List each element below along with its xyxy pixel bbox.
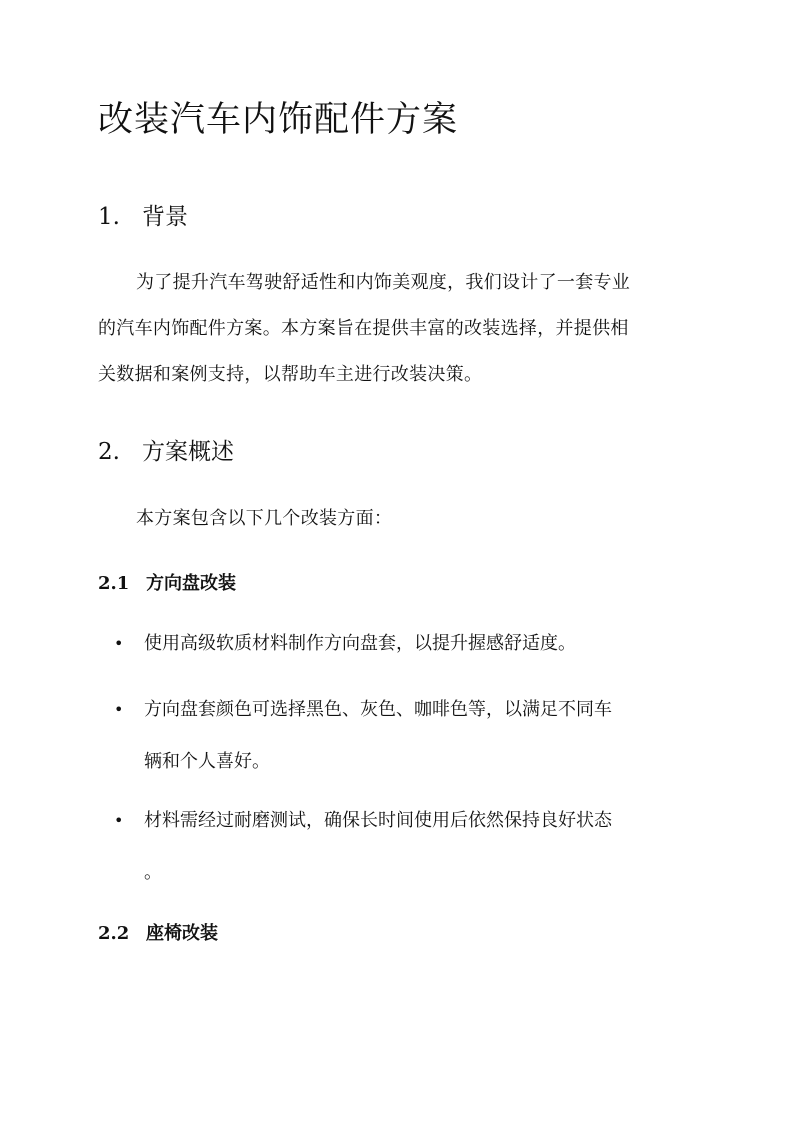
- section-1-heading: [98, 198, 188, 231]
- subsection-2-2-number: 2.2: [98, 923, 130, 944]
- section-2-number: 2.: [98, 439, 120, 465]
- list-item-text: 材料需经过耐磨测试，确保长时间使用后依然保持良好状态 。: [144, 810, 612, 883]
- section-1-number: 1.: [98, 204, 120, 230]
- section-1-title: 背景: [142, 204, 188, 230]
- subsection-2-1-heading: [98, 569, 236, 595]
- paragraph-line: 关数据和案例支持，以帮助车主进行改装决策。: [98, 364, 483, 385]
- subsection-2-1-number: 2.1: [98, 573, 130, 594]
- section-2-heading: [98, 433, 234, 466]
- paragraph-line: 为了提升汽车驾驶舒适性和内饰美观度，我们设计了一套专业: [136, 272, 631, 293]
- bullet-marker: •: [114, 634, 124, 653]
- document-title: 改装汽车内饰配件方案: [98, 100, 459, 140]
- section-2-title: 方案概述: [142, 439, 234, 465]
- list-item-text: 方向盘套颜色可选择黑色、灰色、咖啡色等，以满足不同车 辆和个人喜好。: [144, 699, 612, 772]
- subsection-2-2-title: 座椅改装: [146, 923, 218, 944]
- list-item-text: 使用高级软质材料制作方向盘套，以提升握感舒适度。: [144, 633, 576, 654]
- background-paragraph: [98, 260, 704, 398]
- subsection-2-2-heading: [98, 919, 218, 945]
- subsection-2-1-title: 方向盘改装: [146, 573, 236, 594]
- list-item: [114, 684, 694, 788]
- list-item: [114, 795, 694, 899]
- paragraph-line: 的汽车内饰配件方案。本方案旨在提供丰富的改装选择，并提供相: [98, 318, 629, 339]
- bullet-marker: •: [114, 811, 124, 830]
- list-item: [114, 618, 694, 670]
- overview-intro: 本方案包含以下几个改装方面：: [136, 508, 393, 529]
- bullet-marker: •: [114, 700, 124, 719]
